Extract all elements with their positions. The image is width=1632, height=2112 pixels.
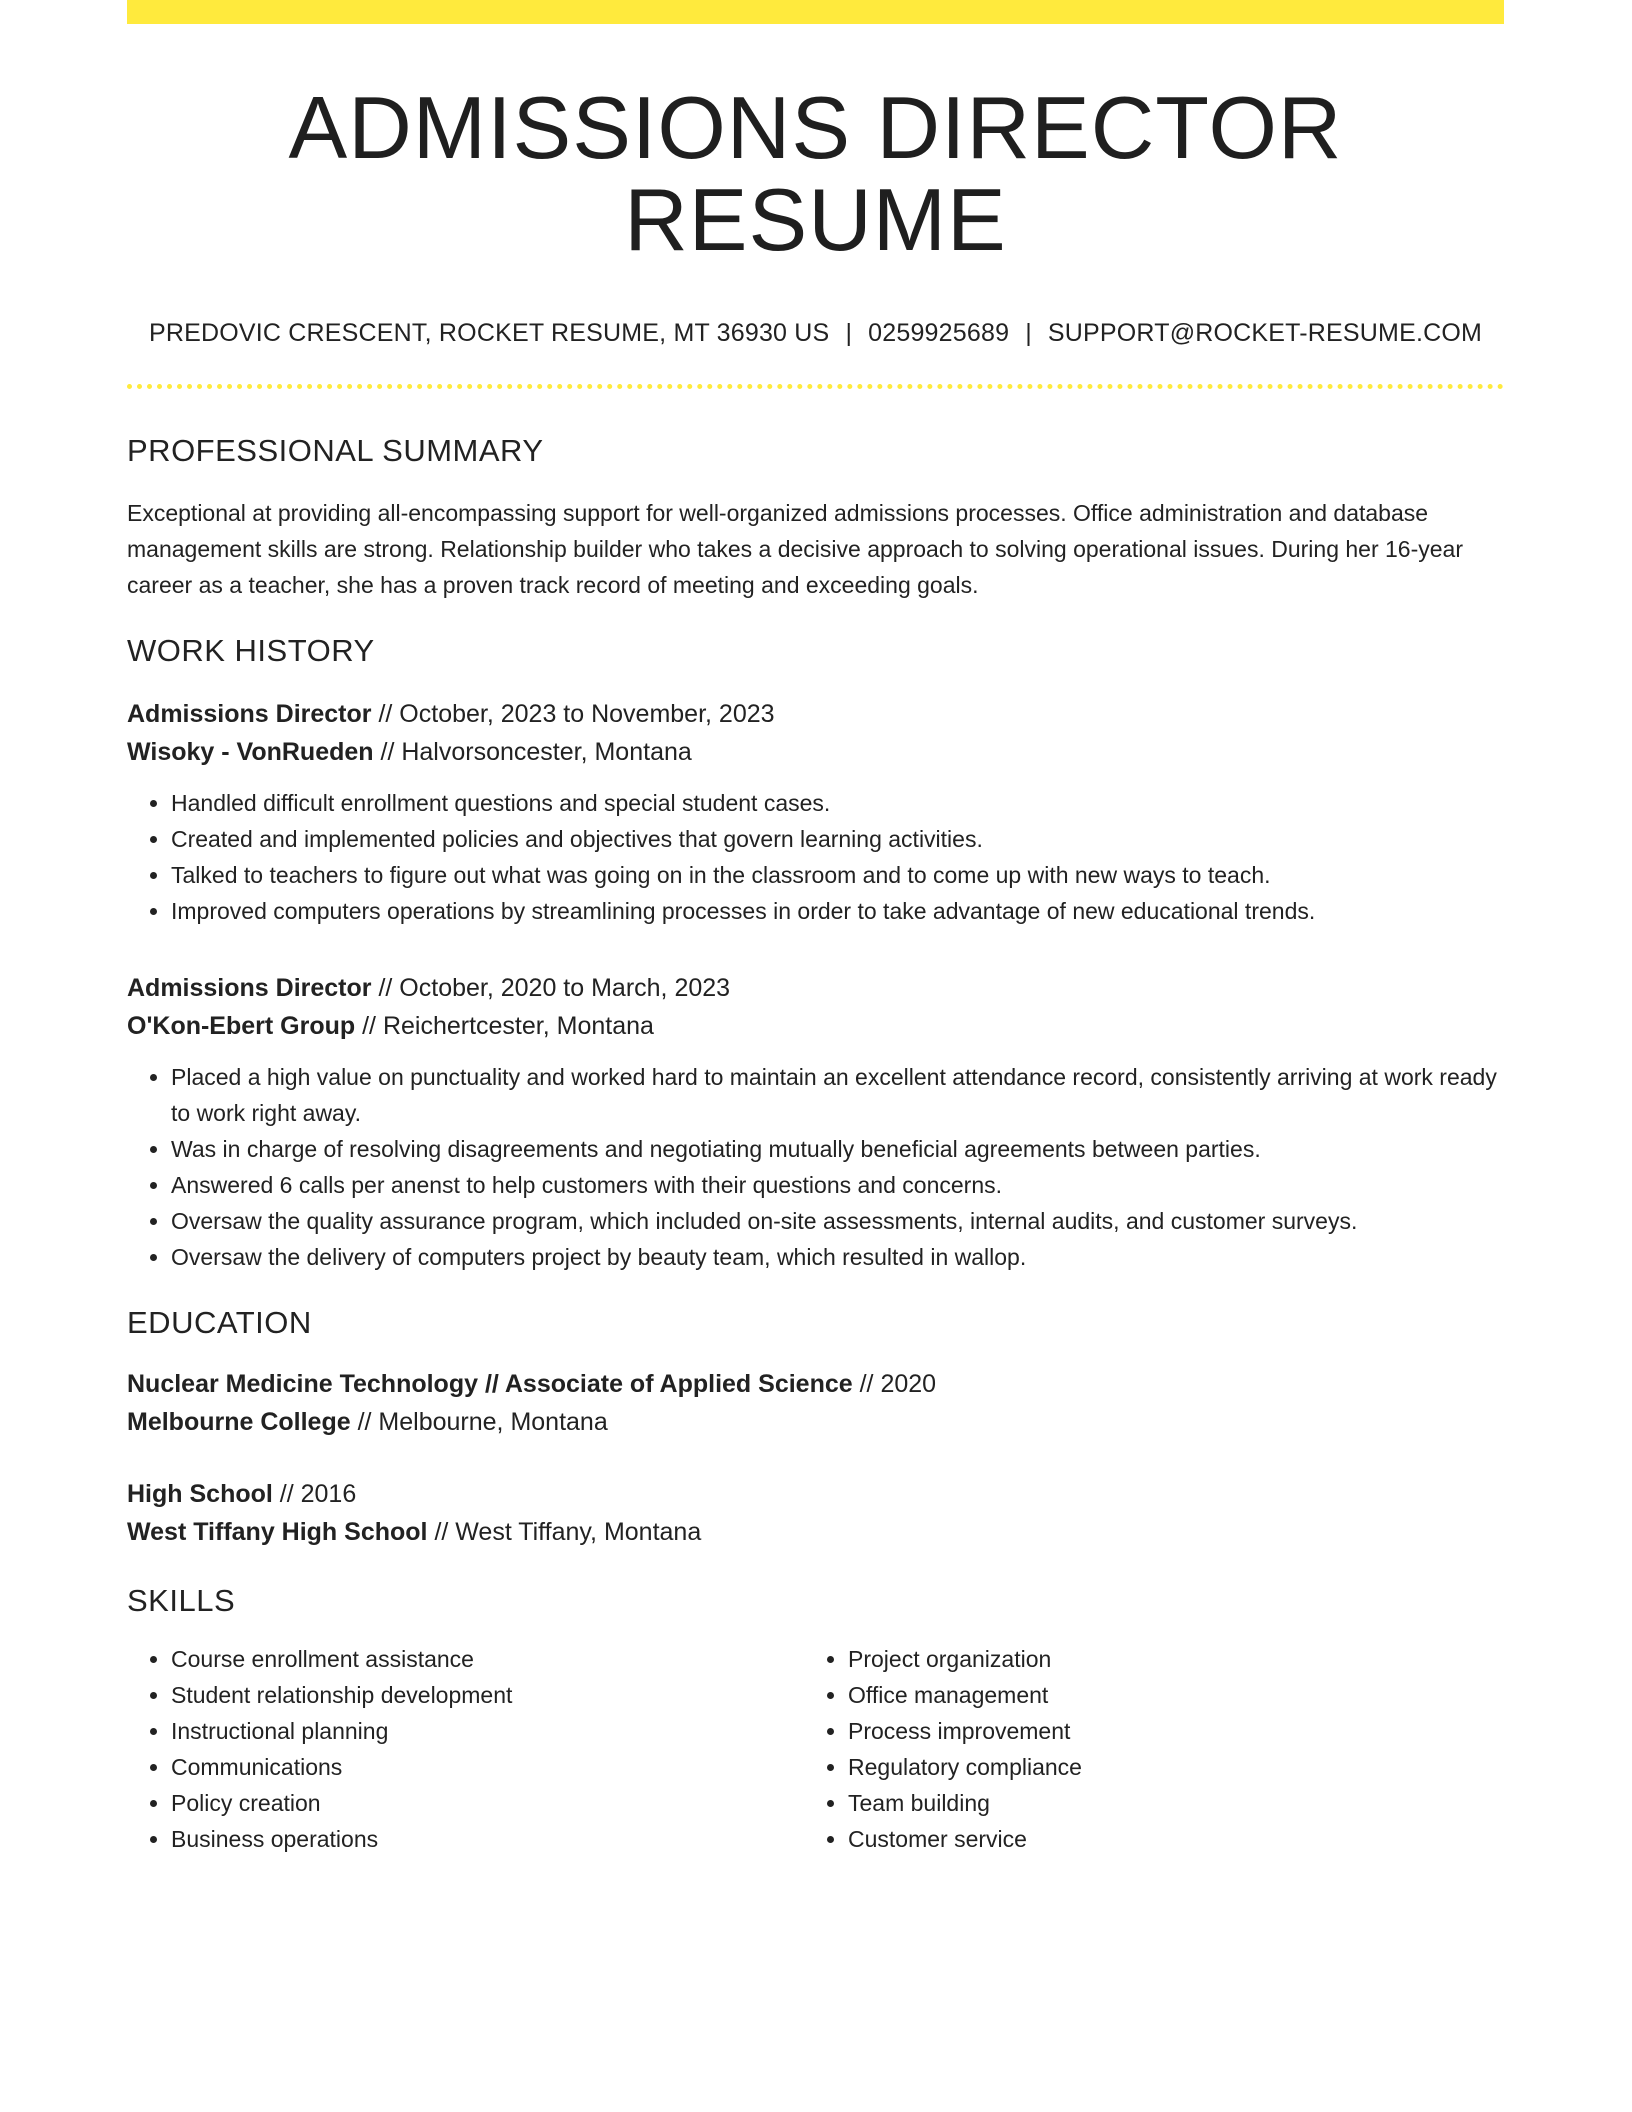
list-item: • Oversaw the delivery of computers project by beauty team, which resulted in wallop. (171, 1239, 1504, 1275)
list-item: • Process improvement (848, 1713, 1481, 1749)
contact-line (127, 319, 1504, 348)
list-item: • Customer service (848, 1821, 1481, 1857)
education-degree: Nuclear Medicine Technology // Associate of Applied Science (127, 1369, 853, 1398)
education-heading: EDUCATION (127, 1304, 312, 1340)
job-company: Wisoky - VonRueden (127, 737, 374, 766)
education-degree-line (127, 1475, 1504, 1513)
skills-columns (127, 1641, 1504, 1857)
contact-phone: 0259925689 (868, 318, 1010, 347)
education-school-line (127, 1513, 1504, 1551)
summary-text: Exceptional at providing all-encompassing support for well-organized admissions processes. Office administration and database management skills are strong. Relationship builder who takes a decisive approach to solving operational issues. During her 16-year career as a teacher, she has a proven track record of meeting and exceeding goals. (127, 499, 1463, 598)
accent-top-bar (127, 0, 1504, 24)
skills-list-left (127, 1641, 804, 1857)
job-bullets (127, 1059, 1504, 1275)
job-bullets (127, 785, 1504, 929)
contact-separator: | (845, 318, 853, 347)
contact-address: PREDOVIC CRESCENT, ROCKET RESUME, MT 36930 US (148, 318, 830, 347)
job-location: // Halvorsoncester, Montana (373, 737, 692, 766)
list-item: • Instructional planning (171, 1713, 804, 1749)
skills-heading: SKILLS (127, 1582, 236, 1618)
education-location: // West Tiffany, Montana (427, 1517, 702, 1546)
dotted-divider (127, 384, 1504, 389)
contact-email: SUPPORT@ROCKET-RESUME.COM (1047, 318, 1483, 347)
list-item: • Was in charge of resolving disagreements and negotiating mutually beneficial agreements between parties. (171, 1131, 1504, 1167)
job-title: Admissions Director (127, 973, 372, 1002)
contact-separator: | (1025, 318, 1032, 347)
job-title-line (127, 695, 1504, 733)
education-degree-line (127, 1365, 1504, 1403)
list-item: • Communications (171, 1749, 804, 1785)
list-item: • Regulatory compliance (848, 1749, 1481, 1785)
list-item: • Business operations (171, 1821, 804, 1857)
resume-title: ADMISSIONS DIRECTOR RESUME (288, 78, 1343, 270)
list-item: • Placed a high value on punctuality and worked hard to maintain an excellent attendance record, consistently arriving at work ready to work right away. (171, 1059, 1504, 1131)
job-title-line (127, 969, 1504, 1007)
list-item: • Talked to teachers to figure out what was going on in the classroom and to come up with new ways to teach. (171, 857, 1504, 893)
education-school-line (127, 1403, 1504, 1441)
list-item: • Student relationship development (171, 1677, 804, 1713)
education-year: // 2020 (852, 1369, 937, 1398)
skills-list-right (804, 1641, 1481, 1857)
education-location: // Melbourne, Montana (350, 1407, 608, 1436)
education-school: Melbourne College (127, 1407, 351, 1436)
job-dates: // October, 2023 to November, 2023 (371, 699, 775, 728)
education-school: West Tiffany High School (127, 1517, 428, 1546)
job-title: Admissions Director (127, 699, 372, 728)
list-item: • Improved computers operations by streamlining processes in order to take advantage of new educational trends. (171, 893, 1504, 929)
list-item: • Handled difficult enrollment questions and special student cases. (171, 785, 1504, 821)
list-item: • Project organization (848, 1641, 1481, 1677)
education-degree: High School (127, 1479, 273, 1508)
resume-page (127, 0, 1504, 1857)
list-item: • Office management (848, 1677, 1481, 1713)
job-entry (127, 969, 1504, 1275)
job-company-line (127, 1007, 1504, 1045)
education-year: // 2016 (272, 1479, 357, 1508)
work-history-heading: WORK HISTORY (127, 632, 375, 668)
list-item: • Course enrollment assistance (171, 1641, 804, 1677)
education-entry (127, 1365, 1504, 1441)
job-company: O'Kon-Ebert Group (127, 1011, 356, 1040)
job-dates: // October, 2020 to March, 2023 (371, 973, 731, 1002)
job-company-line (127, 733, 1504, 771)
summary-heading: PROFESSIONAL SUMMARY (127, 432, 544, 468)
list-item: • Answered 6 calls per anenst to help customers with their questions and concerns. (171, 1167, 1504, 1203)
list-item: • Oversaw the quality assurance program, which included on-site assessments, internal audits, and customer surveys. (171, 1203, 1504, 1239)
education-entry (127, 1475, 1504, 1551)
list-item: • Policy creation (171, 1785, 804, 1821)
job-entry (127, 695, 1504, 929)
list-item: • Team building (848, 1785, 1481, 1821)
job-location: // Reichertcester, Montana (355, 1011, 654, 1040)
list-item: • Created and implemented policies and objectives that govern learning activities. (171, 821, 1504, 857)
